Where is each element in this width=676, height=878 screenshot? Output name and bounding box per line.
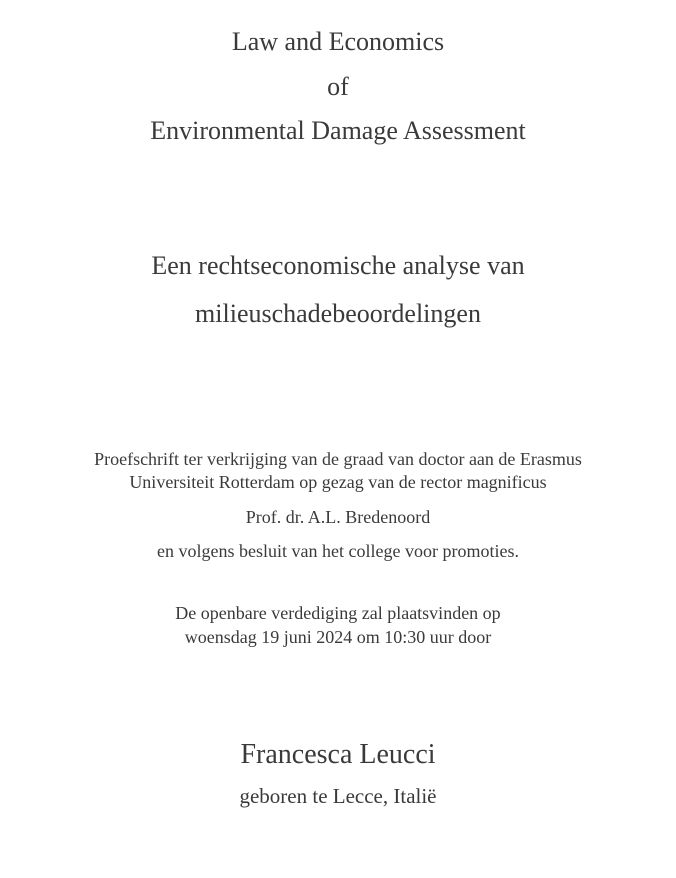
defense-line-2: woensdag 19 juni 2024 om 10:30 uur door <box>184 627 492 647</box>
title-line-3: Environmental Damage Assessment <box>150 116 526 145</box>
author-name: Francesca Leucci <box>240 739 436 770</box>
rector-name: Prof. dr. A.L. Bredenoord <box>245 507 431 527</box>
author-birthplace: geboren te Lecce, Italië <box>239 784 437 808</box>
subtitle-line-2: milieuschadebeoordelingen <box>195 299 481 328</box>
defense-line-1: De openbare verdediging zal plaatsvinden op <box>175 603 501 623</box>
promotion-decision: en volgens besluit van het college voor promoties. <box>157 541 519 561</box>
subtitle-line-1: Een rechtseconomische analyse van <box>151 251 525 280</box>
proefschrift-line-1: Proefschrift ter verkrijging van de graad van doctor aan de Erasmus <box>94 449 582 469</box>
proefschrift-line-2: Universiteit Rotterdam op gezag van de rector magnificus <box>129 472 547 492</box>
title-line-1: Law and Economics <box>231 27 445 56</box>
title-line-2: of <box>327 72 349 101</box>
